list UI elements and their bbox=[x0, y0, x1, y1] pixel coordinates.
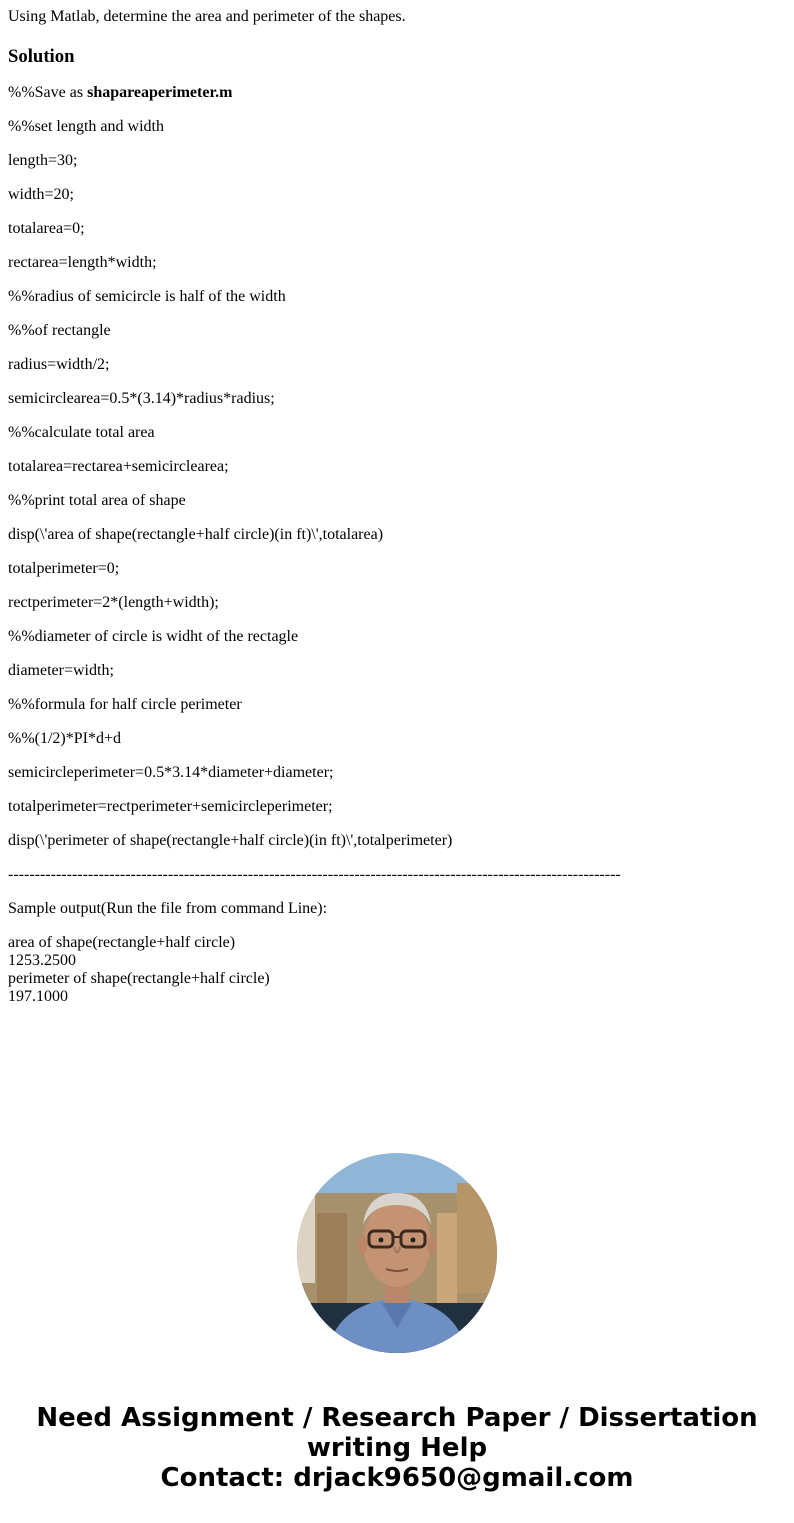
output-line: 197.1000 bbox=[8, 988, 68, 1005]
solution-heading: Solution bbox=[8, 46, 75, 67]
portrait-image bbox=[297, 1153, 497, 1353]
output-line: 1253.2500 bbox=[8, 952, 76, 969]
code-line: radius=width/2; bbox=[8, 356, 110, 373]
code-line: %%radius of semicircle is half of the width bbox=[8, 288, 286, 305]
code-line: totalarea=rectarea+semicirclearea; bbox=[8, 458, 229, 475]
code-line: disp(\'area of shape(rectangle+half circle)(in ft)\',totalarea) bbox=[8, 526, 384, 543]
code-line: %%diameter of circle is widht of the rectagle bbox=[8, 628, 299, 645]
code-line: %%formula for half circle perimeter bbox=[8, 696, 242, 713]
code-line: %%set length and width bbox=[8, 118, 164, 135]
code-line: rectarea=length*width; bbox=[8, 254, 157, 271]
code-line: length=30; bbox=[8, 152, 78, 169]
code-line: totalarea=0; bbox=[8, 220, 85, 237]
promo-contact: Contact: drjack9650@gmail.com bbox=[160, 1463, 634, 1493]
save-as-line bbox=[8, 84, 788, 102]
code-line: %%print total area of shape bbox=[8, 492, 186, 509]
code-line: semicirclearea=0.5*(3.14)*radius*radius; bbox=[8, 390, 275, 407]
code-line: semicircleperimeter=0.5*3.14*diameter+diameter; bbox=[8, 764, 334, 781]
save-as-prefix: %%Save as bbox=[8, 84, 88, 101]
code-line: %%of rectangle bbox=[8, 322, 111, 339]
code-line: rectperimeter=2*(length+width); bbox=[8, 594, 219, 611]
code-line: width=20; bbox=[8, 186, 74, 203]
code-line: diameter=width; bbox=[8, 662, 114, 679]
code-line: %%calculate total area bbox=[8, 424, 155, 441]
promo-line-2: writing Help bbox=[306, 1433, 488, 1463]
author-avatar bbox=[297, 1153, 497, 1353]
code-line: disp(\'perimeter of shape(rectangle+half circle)(in ft)\',totalperimeter) bbox=[8, 832, 453, 849]
output-line: perimeter of shape(rectangle+half circle) bbox=[8, 970, 270, 987]
code-line: totalperimeter=rectperimeter+semicircleperimeter; bbox=[8, 798, 333, 815]
code-line: %%(1/2)*PI*d+d bbox=[8, 730, 122, 747]
save-filename: shapareaperimeter.m bbox=[87, 84, 233, 101]
promo-banner bbox=[0, 1403, 794, 1493]
document-body bbox=[8, 8, 788, 1006]
sample-output bbox=[8, 934, 788, 1006]
promo-line-1: Need Assignment / Research Paper / Dissertation bbox=[36, 1403, 758, 1433]
output-line: area of shape(rectangle+half circle) bbox=[8, 934, 236, 951]
divider: ------------------------------------------------------------------------------------------------------------------- bbox=[8, 866, 621, 883]
code-line: totalperimeter=0; bbox=[8, 560, 120, 577]
question-text: Using Matlab, determine the area and perimeter of the shapes. bbox=[8, 8, 406, 25]
sample-output-label: Sample output(Run the file from command Line): bbox=[8, 900, 328, 917]
solution-code bbox=[8, 84, 788, 1006]
